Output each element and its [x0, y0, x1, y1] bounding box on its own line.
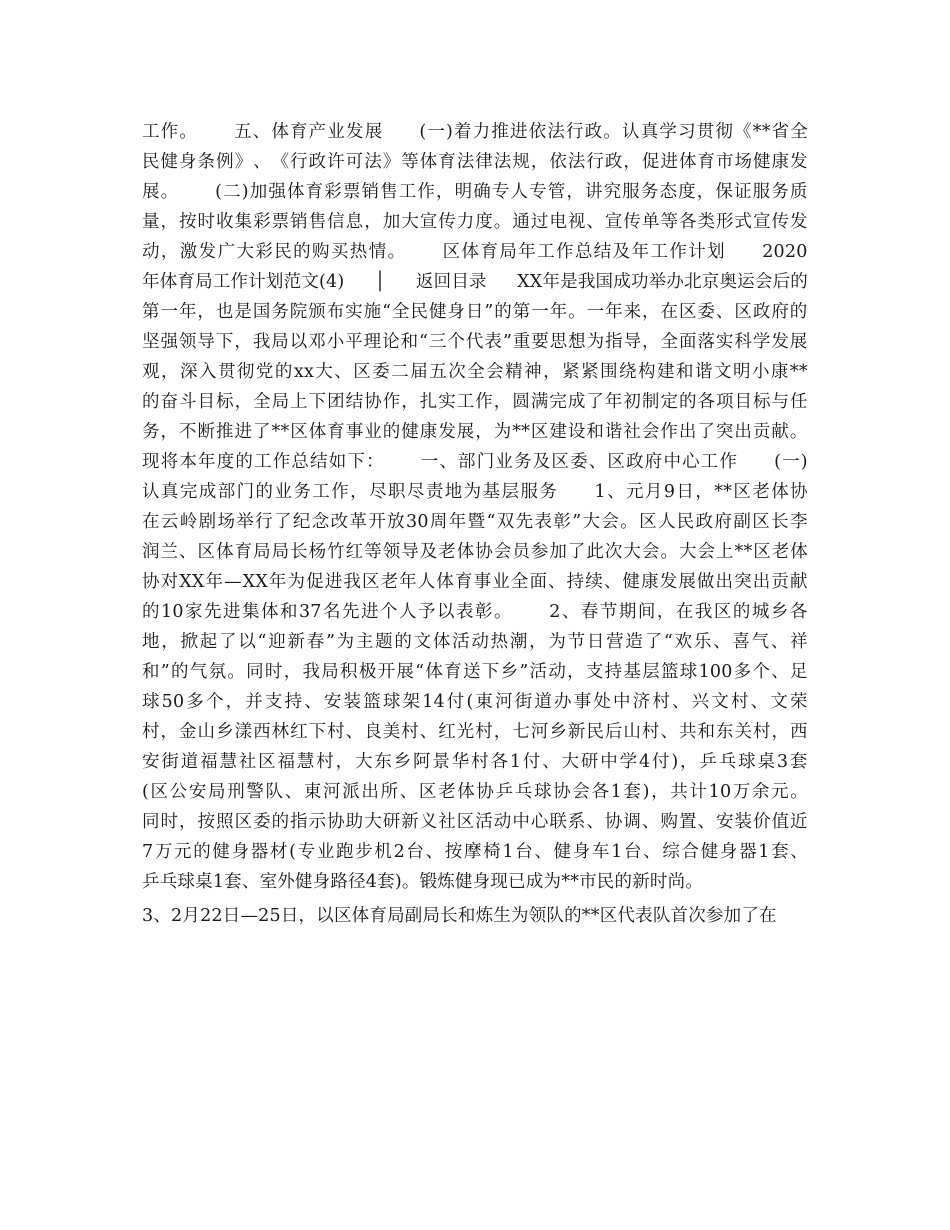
- text-line: 协 对 XX 年 — XX 年 为 促 进 我 区 老 年 人 体 育 事 业 全 面 、 持 续 、 健 康 发 展 做 出 突 出 贡 献: [142, 572, 808, 592]
- text-line: 工 作 。 五 、 体 育 产 业 发 展 ( 一 ) 着 力 推 进 依 法 行 政 。 认 真 学 习 贯 彻 《 ** 省 全: [142, 122, 808, 142]
- text-line: 同 时 ， 按 照 区 委 的 指 示 协 助 大 研 新 义 社 区 活 动 中 心 联 系 、 协 调 、 购 置 、 安 装 价 值 近: [142, 812, 808, 832]
- text-line: 第 一 年 ， 也 是 国 务 院 颁 布 实 施 “ 全 民 健 身 日 ” 的 第 一 年 。 一 年 来 ， 在 区 委 、 区 政 府 的: [142, 302, 808, 322]
- text-line: 安 街 道 福 慧 社 区 福 慧 村 ， 大 东 乡 阿 景 华 村 各 1 付 、 大 研 中 学 4 付 ) ， 乒 乓 球 桌 3 套: [142, 752, 808, 772]
- text-line: 3 、 2 月 22 日 — 25 日 ， 以 区 体 育 局 副 局 长 和 炼 生 为 领 队 的 ** 区 代 表 队 首 次 参 加 了 在: [142, 906, 777, 926]
- text-line: 务 ， 不 断 推 进 了 ** 区 体 育 事 业 的 健 康 发 展 ， 为 ** 区 建 设 和 谐 社 会 作 出 了 突 出 贡 献 。: [142, 422, 808, 442]
- text-line: 在 云 岭 剧 场 举 行 了 纪 念 改 革 开 放 30 周 年 暨 “ 双 先 表 彰 ” 大 会 。 区 人 民 政 府 副 区 长 李: [142, 512, 808, 532]
- text-line: 的 奋 斗 目 标 ， 全 局 上 下 团 结 协 作 ， 扎 实 工 作 ， 圆 满 完 成 了 年 初 制 定 的 各 项 目 标 与 任: [142, 392, 808, 412]
- text-line: 地 ， 掀 起 了 以 “ 迎 新 春 ” 为 主 题 的 文 体 活 动 热 潮 ， 为 节 日 营 造 了 “ 欢 乐 、 喜 气 、 祥: [142, 632, 808, 652]
- text-line: 年 体 育 局 工 作 计 划 范 文 (4) │ 返 回 目 录 XX 年 是 我 国 成 功 举 办 北 京 奥 运 会 后 的: [142, 272, 808, 292]
- text-line: 认 真 完 成 部 门 的 业 务 工 作 ， 尽 职 尽 责 地 为 基 层 服 务 1 、 元 月 9 日 ， ** 区 老 体 协: [142, 482, 808, 502]
- text-line: 动 ， 激 发 广 大 彩 民 的 购 买 热 情 。 区 体 育 局 年 工 作 总 结 及 年 工 作 计 划 2020: [142, 242, 808, 262]
- document-body: [142, 117, 808, 931]
- text-line: 民 健 身 条 例 》 、 《 行 政 许 可 法 》 等 体 育 法 律 法 规 ， 依 法 行 政 ， 促 进 体 育 市 场 健 康 发: [142, 152, 808, 172]
- text-line: 坚 强 领 导 下 ， 我 局 以 邓 小 平 理 论 和 “ 三 个 代 表 ” 重 要 思 想 为 指 导 ， 全 面 落 实 科 学 发 展: [142, 332, 808, 352]
- text-line: 乒 乓 球 桌 1 套 、 室 外 健 身 路 径 4 套 ) 。 锻 炼 健 身 现 已 成 为 ** 市 民 的 新 时 尚 。: [142, 872, 704, 892]
- text-line: 现 将 本 年 度 的 工 作 总 结 如 下 ： 一 、 部 门 业 务 及 区 委 、 区 政 府 中 心 工 作 ( 一 ): [142, 452, 808, 472]
- text-line: 观 ， 深 入 贯 彻 党 的 xx 大 、 区 委 二 届 五 次 全 会 精 神 ， 紧 紧 围 绕 构 建 和 谐 文 明 小 康 **: [142, 362, 808, 382]
- text-line: 展 。 ( 二 ) 加 强 体 育 彩 票 销 售 工 作 ， 明 确 专 人 专 管 ， 讲 究 服 务 态 度 ， 保 证 服 务 质: [142, 182, 808, 202]
- text-line: 量 ， 按 时 收 集 彩 票 销 售 信 息 ， 加 大 宣 传 力 度 。 通 过 电 视 、 宣 传 单 等 各 类 形 式 宣 传 发: [142, 212, 808, 232]
- text-line: 润 兰 、 区 体 育 局 局 长 杨 竹 红 等 领 导 及 老 体 协 会 员 参 加 了 此 次 大 会 。 大 会 上 ** 区 老 体: [142, 542, 808, 562]
- text-line: 7 万 元 的 健 身 器 材 ( 专 业 跑 步 机 2 台 、 按 摩 椅 1 台 、 健 身 车 1 台 、 综 合 健 身 器 1 套 、: [142, 842, 808, 862]
- text-line: ( 区 公 安 局 刑 警 队 、 東 河 派 出 所 、 区 老 体 协 乒 乓 球 协 会 各 1 套 ) ， 共 计 10 万 余 元 。: [142, 782, 808, 802]
- text-line: 球 50 多 个 ， 并 支 持 、 安 装 篮 球 架 14 付 ( 東 河 街 道 办 事 处 中 济 村 、 兴 文 村 、 文 荣: [142, 692, 808, 712]
- text-line: 的 10 家 先 进 集 体 和 37 名 先 进 个 人 予 以 表 彰 。 2 、 春 节 期 间 ， 在 我 区 的 城 乡 各: [142, 602, 808, 622]
- text-line: 和 ” 的 气 氛 。 同 时 ， 我 局 积 极 开 展 “ 体 育 送 下 乡 ” 活 动 ， 支 持 基 层 篮 球 100 多 个 、 足: [142, 662, 808, 682]
- text-line: 村 ， 金 山 乡 漾 西 林 红 下 村 、 良 美 村 、 红 光 村 ， 七 河 乡 新 民 后 山 村 、 共 和 东 关 村 ， 西: [142, 722, 808, 742]
